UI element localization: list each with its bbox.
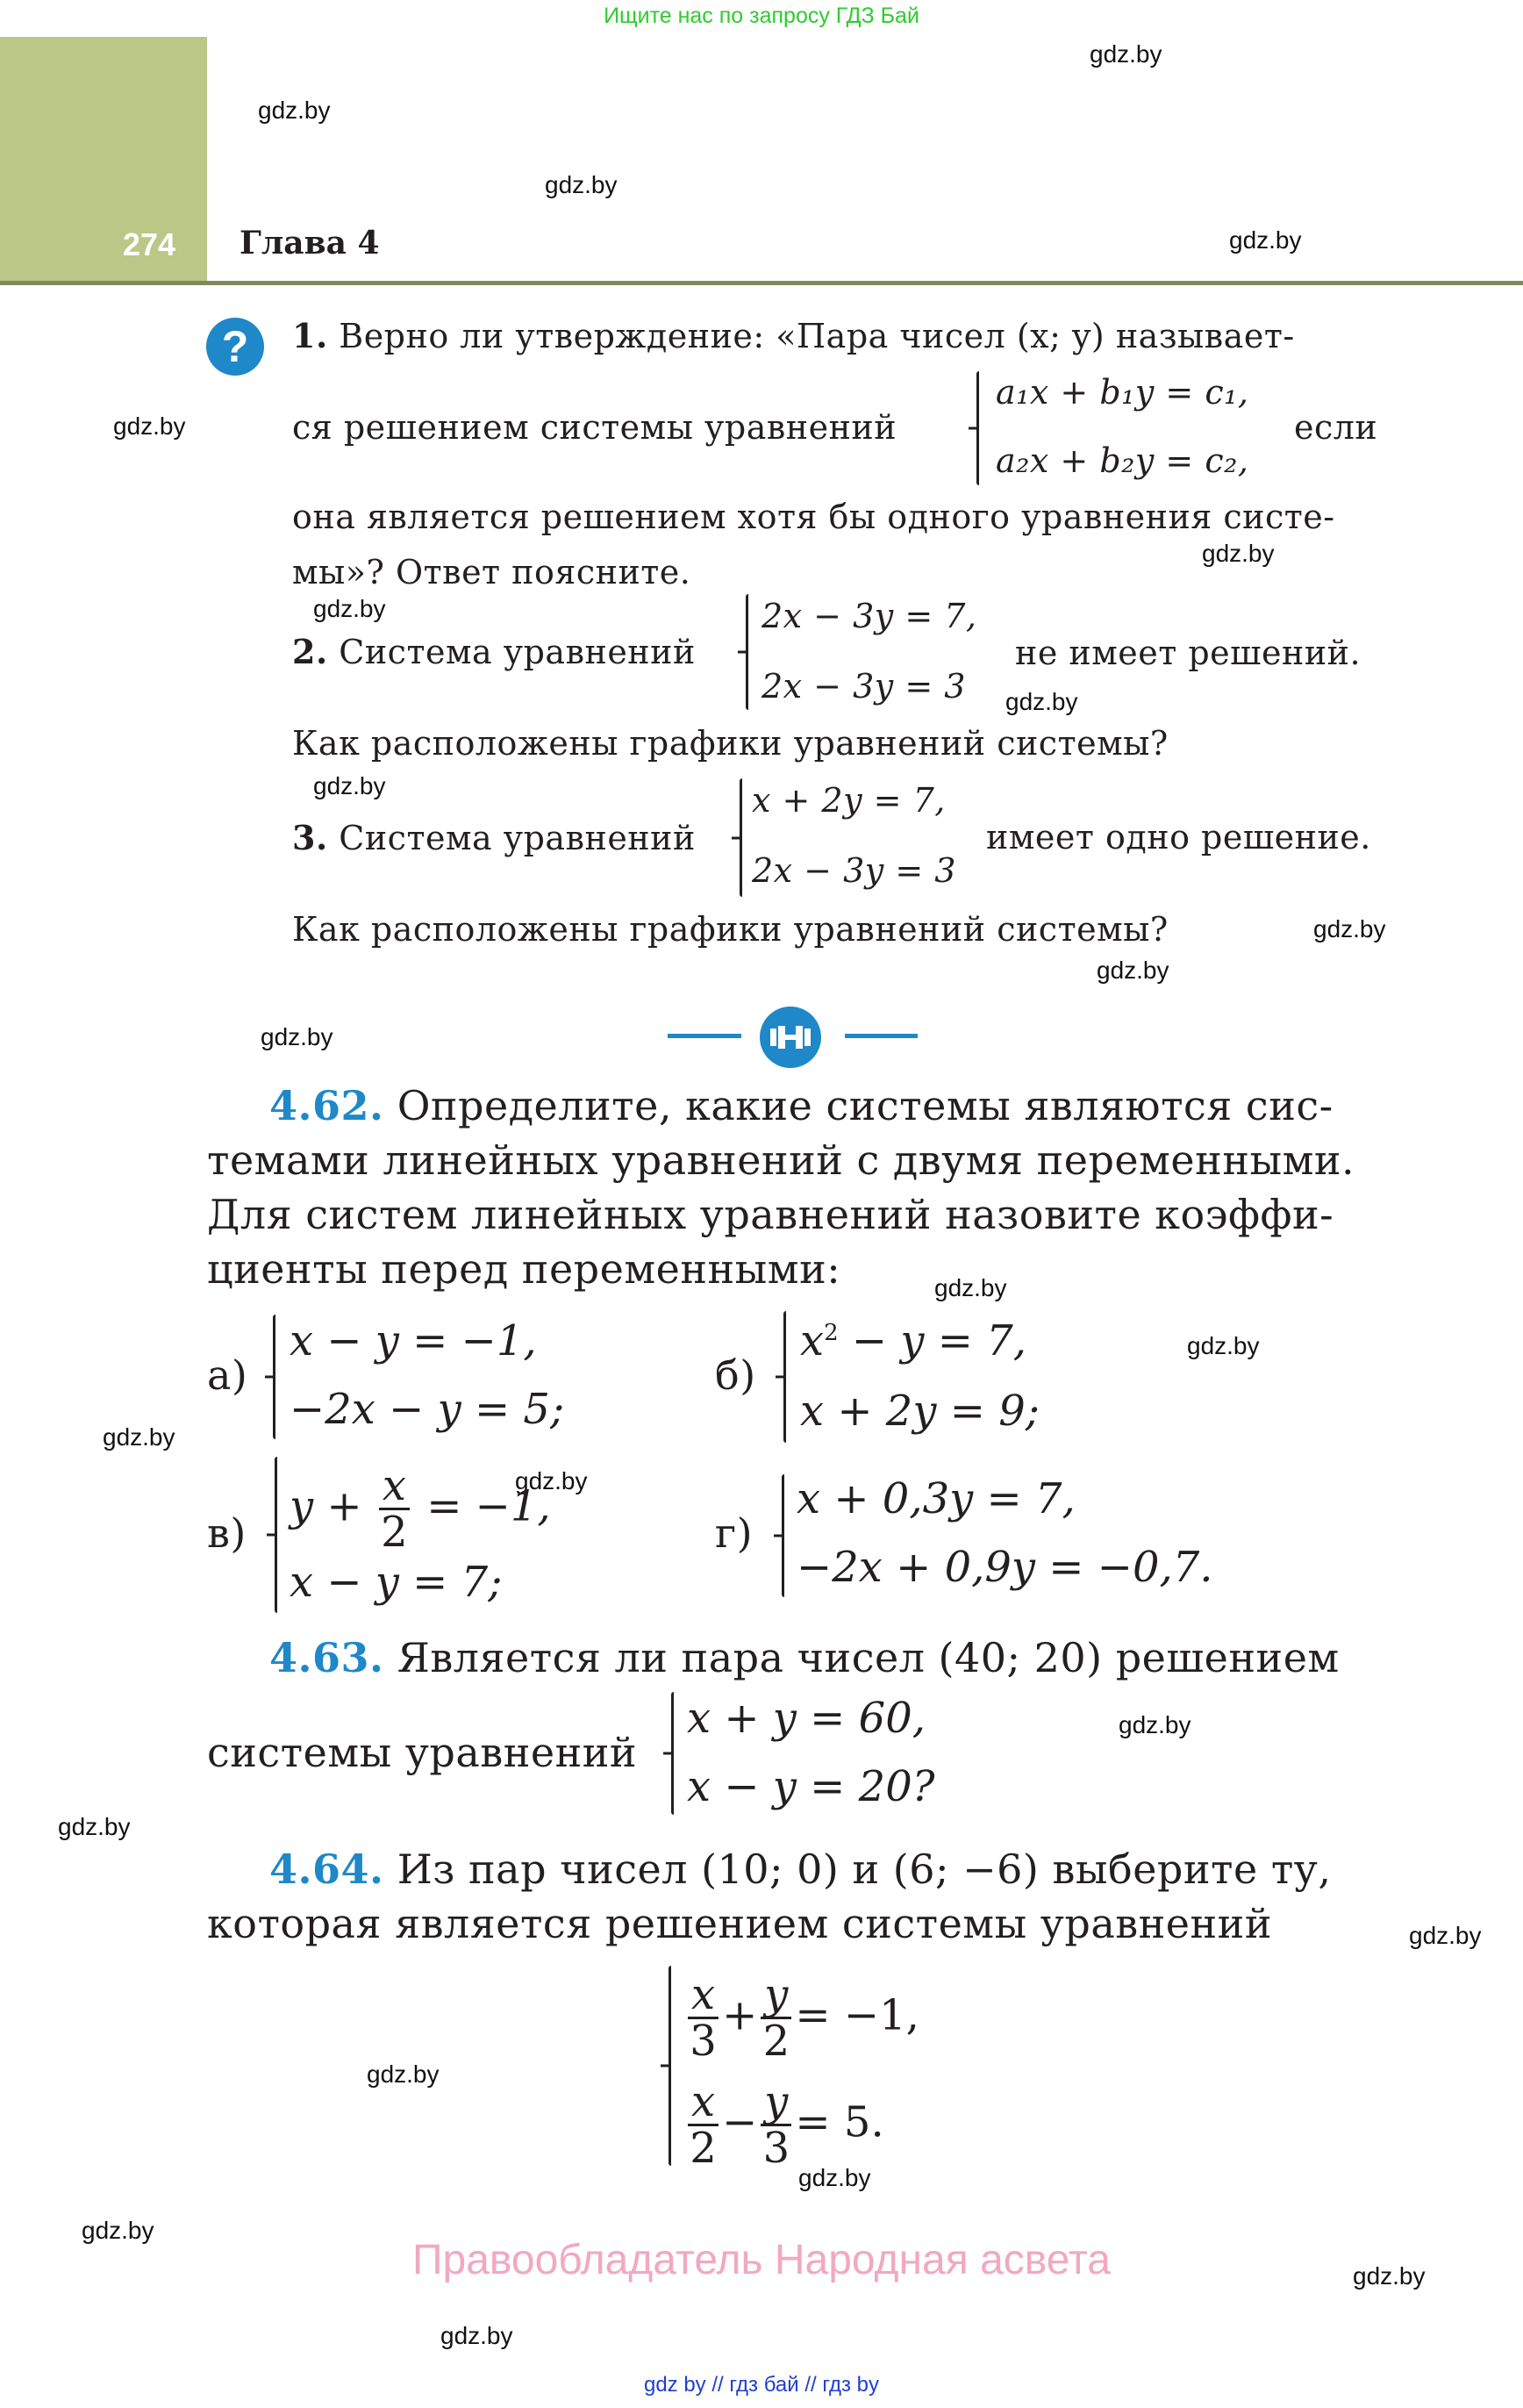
- q2-follow: Как расположены графики уравнений системы?: [292, 724, 1169, 763]
- page-number: 274: [123, 226, 176, 262]
- ex-4-62-line1: 4.62. Определите, какие системы являются сис-: [269, 1082, 1334, 1129]
- watermark: gdz.by: [1229, 226, 1302, 254]
- watermark: gdz.by: [58, 1813, 131, 1840]
- watermark: gdz.by: [313, 772, 386, 799]
- item-v-eq1: y + $\frac{x}{2}$ = −1,: [290, 1461, 551, 1558]
- ex-4-64-eq1: $\frac{x}{3}$ + $\frac{y}{2}$ = −1,: [684, 1973, 919, 2064]
- watermark: gdz.by: [82, 2217, 154, 2244]
- watermark: gdz.by: [313, 595, 386, 622]
- item-g-eq1: x + 0,3y = 7,: [797, 1474, 1076, 1523]
- watermark: gdz.by: [1119, 1711, 1191, 1738]
- watermark: gdz.by: [258, 97, 331, 124]
- ex-4-64-line2: которая является решением системы уравнений: [207, 1900, 1272, 1947]
- ex-4-63-eq2: x − y = 20?: [687, 1762, 935, 1811]
- separator-line-right: [845, 1034, 918, 1038]
- item-a-eq2: −2x − y = 5;: [290, 1385, 565, 1434]
- search-banner: Ищите нас по запросу ГДЗ Бай: [604, 4, 919, 28]
- q1-eq1: a₁x + b₁y = c₁,: [996, 373, 1249, 412]
- system-brace: [746, 594, 748, 710]
- watermark: gdz.by: [934, 1274, 1007, 1301]
- q1-line1: 1. Верно ли утверждение: «Пара чисел (x; y) называет-: [292, 316, 1295, 355]
- item-label-v: в): [207, 1509, 247, 1557]
- ex-4-63-line1: 4.63. Является ли пара чисел (40; 20) решением: [269, 1634, 1340, 1681]
- q2-left: 2. Система уравнений: [292, 632, 696, 671]
- item-a-eq1: x − y = −1,: [290, 1316, 537, 1365]
- ex-4-63-line2: системы уравнений: [207, 1729, 638, 1776]
- item-label-b: б): [715, 1351, 756, 1399]
- ex-4-62-line4: циенты перед переменными:: [207, 1245, 841, 1293]
- q1-line2-left: ся решением системы уравнений: [292, 408, 897, 447]
- q2-eq2: 2x − 3y = 3: [762, 667, 966, 706]
- watermark: gdz.by: [1090, 40, 1162, 68]
- page-number-tab: [0, 37, 207, 283]
- system-brace: [740, 778, 742, 897]
- exercise-number: 4.62.: [269, 1082, 384, 1129]
- question-mark-icon: ?: [206, 318, 264, 376]
- watermark: gdz.by: [1005, 688, 1078, 715]
- chapter-title: Глава 4: [240, 225, 380, 262]
- watermark: gdz.by: [103, 1423, 175, 1451]
- item-b-eq1: $x^2 - y = 7$,: [800, 1316, 1027, 1365]
- system-brace: [669, 1966, 671, 2166]
- watermark: gdz.by: [261, 1023, 333, 1050]
- watermark: gdz.by: [1409, 1922, 1482, 1949]
- q3-follow: Как расположены графики уравнений системы?: [292, 910, 1169, 949]
- watermark: gdz.by: [1202, 540, 1275, 567]
- watermark: gdz.by: [545, 171, 618, 198]
- q1-line3: она является решением хотя бы одного уравнения систе-: [292, 498, 1335, 536]
- header-rule: [0, 281, 1523, 285]
- ex-4-63-eq1: x + y = 60,: [687, 1694, 926, 1743]
- exercise-number: 4.64.: [269, 1845, 384, 1893]
- system-brace: [275, 1457, 277, 1613]
- watermark: gdz.by: [1353, 2262, 1426, 2290]
- watermark: gdz.by: [367, 2060, 440, 2088]
- ex-4-62-line2: темами линейных уравнений с двумя переменными.: [207, 1136, 1355, 1184]
- item-v-eq2: x − y = 7;: [290, 1558, 503, 1607]
- q1-line4: мы»? Ответ поясните.: [292, 553, 691, 591]
- q1-eq2: a₂x + b₂y = c₂,: [996, 441, 1249, 480]
- system-brace: [976, 371, 979, 485]
- exercise-number: 4.63.: [269, 1634, 384, 1681]
- system-brace: [273, 1315, 275, 1439]
- ex-4-64-line1: 4.64. Из пар чисел (10; 0) и (6; −6) выберите ту,: [269, 1845, 1332, 1893]
- item-label-a: а): [207, 1351, 248, 1399]
- watermark: gdz.by: [113, 412, 186, 440]
- item-label-g: г): [715, 1509, 754, 1557]
- system-brace: [782, 1474, 784, 1597]
- item-b-eq2: x + 2y = 9;: [800, 1387, 1040, 1436]
- q2-right: не имеет решений.: [1015, 634, 1362, 672]
- watermark: gdz.by: [515, 1467, 588, 1494]
- footer-links[interactable]: gdz by // гдз бай // гдз by: [643, 2373, 880, 2397]
- separator-line-left: [668, 1034, 741, 1038]
- dumbbell-icon: [760, 1007, 821, 1068]
- watermark: gdz.by: [440, 2322, 513, 2349]
- q3-eq2: 2x − 3y = 3: [752, 851, 956, 890]
- q3-left: 3. Система уравнений: [292, 818, 696, 857]
- system-brace: [671, 1692, 674, 1815]
- watermark: gdz.by: [798, 2164, 871, 2191]
- ex-4-62-line3: Для систем линейных уравнений назовите коэффи-: [207, 1191, 1334, 1238]
- ex-4-64-eq2: $\frac{x}{2}$ − $\frac{y}{3}$ = 5.: [684, 2080, 884, 2171]
- watermark: gdz.by: [1313, 915, 1386, 942]
- watermark: gdz.by: [1187, 1332, 1260, 1359]
- watermark: gdz.by: [1097, 957, 1169, 984]
- q2-eq1: 2x − 3y = 7,: [762, 597, 977, 635]
- item-g-eq2: −2x + 0,9y = −0,7.: [797, 1543, 1213, 1592]
- q3-eq1: x + 2y = 7,: [752, 781, 946, 820]
- rights-holder-notice: Правообладатель Народная асвета: [412, 2237, 1111, 2283]
- q1-line2-right: если: [1294, 408, 1378, 447]
- q3-right: имеет одно решение.: [986, 818, 1371, 856]
- system-brace: [783, 1311, 786, 1443]
